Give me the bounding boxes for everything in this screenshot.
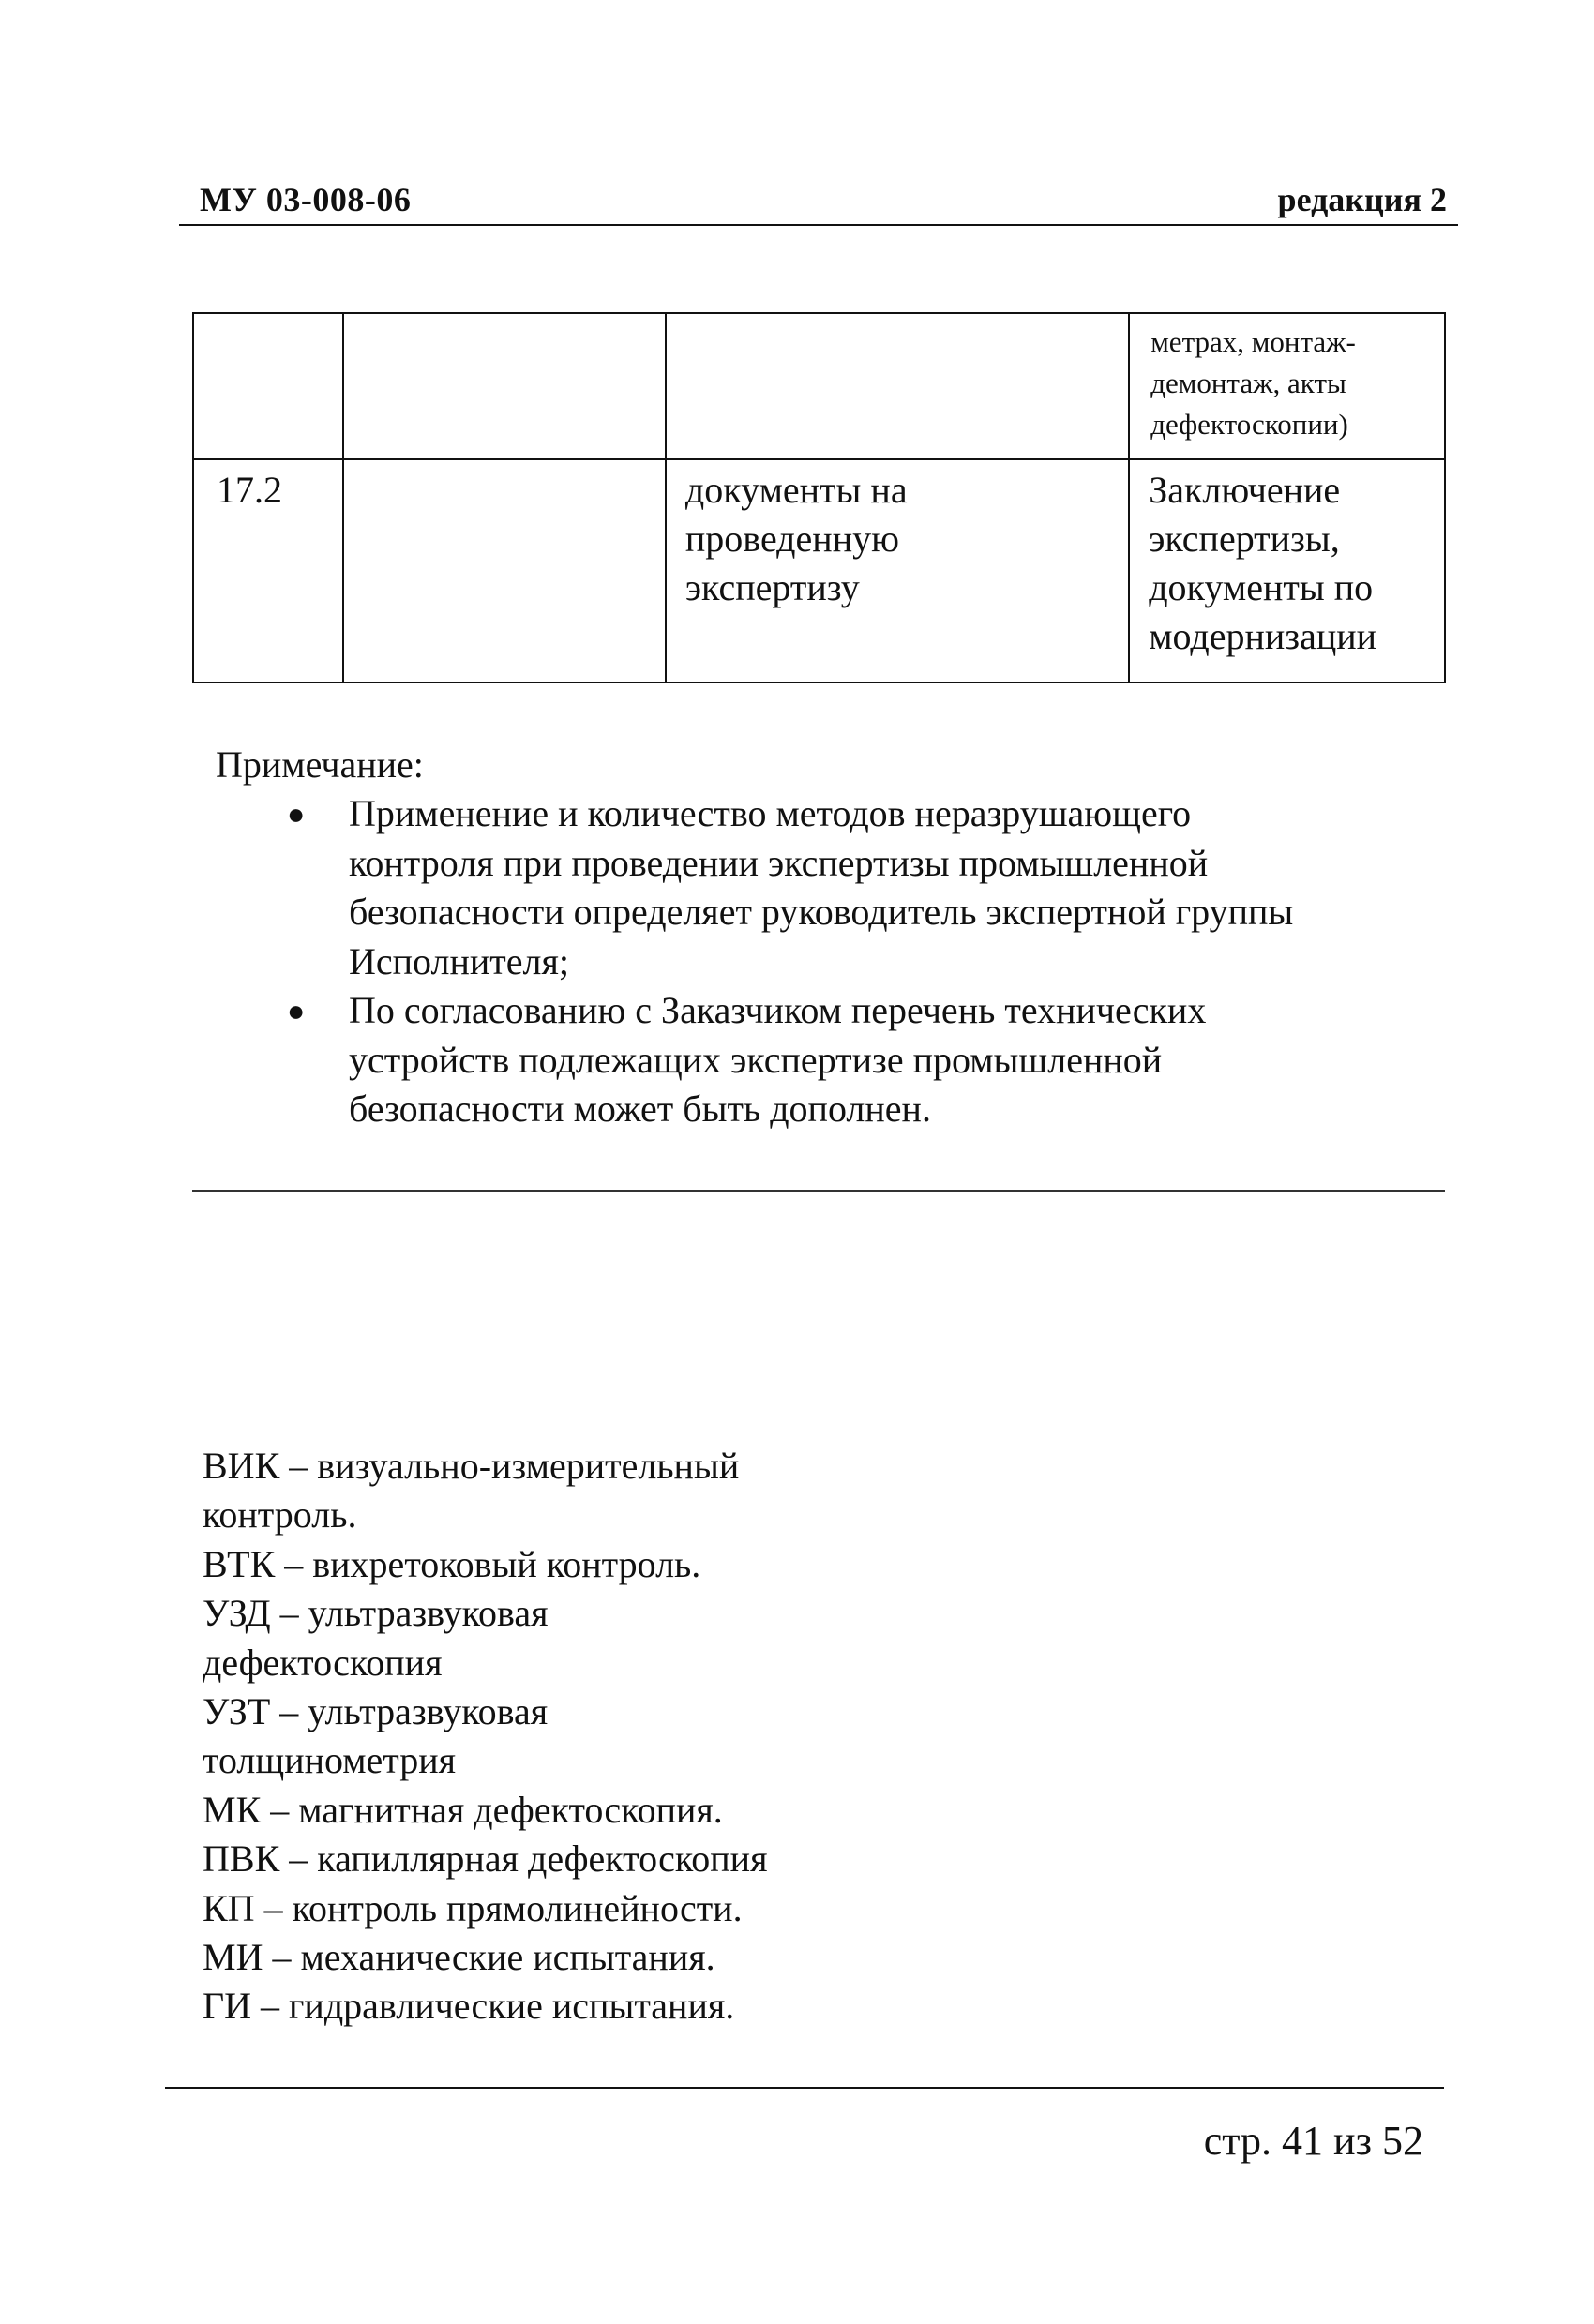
- abbreviation-line: КП – контроль прямолинейности.: [203, 1886, 743, 1929]
- note-item-text: По согласованию с Заказчиком перечень технических устройств подлежащих экспертизе промышленной безопасности может быть дополнен.: [349, 989, 1207, 1130]
- abbreviation-line: ВИК – визуально-измерительный: [203, 1445, 740, 1487]
- abbreviation-line: УЗТ – ультразвуковая: [203, 1690, 549, 1733]
- document-code: МУ 03-008-06: [200, 181, 412, 218]
- note-section: [216, 741, 1463, 1134]
- divider: [192, 1190, 1445, 1192]
- abbreviations-list: [203, 1442, 953, 2032]
- bullet-icon: ●: [287, 994, 306, 1027]
- table-cell: документы на проведенную экспертизу: [666, 459, 1129, 682]
- table-cell: Заключение экспертизы, документы по модернизации: [1129, 459, 1445, 682]
- abbreviation-line: ПВК – капиллярная дефектоскопия: [203, 1837, 768, 1881]
- note-title: Примечание:: [216, 743, 424, 786]
- table-cell: метрах, монтаж- демонтаж, акты дефектоскопии): [1129, 313, 1445, 459]
- table-row: [193, 313, 1445, 459]
- abbreviation-line: УЗД – ультразвуковая: [203, 1592, 549, 1635]
- abbreviation-line: толщинометрия: [203, 1739, 457, 1782]
- page-number: стр. 41 из 52: [1203, 2118, 1423, 2164]
- table-cell-num: 17.2: [193, 459, 343, 682]
- abbreviation-line: ГИ – гидравлические испытания.: [203, 1985, 735, 2028]
- note-list: [216, 789, 1463, 1134]
- methods-table: [192, 312, 1446, 683]
- abbreviation-line: контроль.: [203, 1493, 357, 1537]
- edition-label: редакция 2: [1277, 181, 1447, 218]
- bullet-icon: ●: [287, 797, 306, 831]
- table-row: [193, 459, 1445, 682]
- table-cell: [343, 459, 666, 682]
- abbreviation-line: МК – магнитная дефектоскопия.: [203, 1788, 723, 1831]
- abbreviation-line: ВТК – вихретоковый контроль.: [203, 1542, 701, 1585]
- list-item: [216, 986, 1463, 1134]
- table-cell: [666, 313, 1129, 459]
- footer-divider: [165, 2087, 1444, 2089]
- abbreviation-line: дефектоскопия: [203, 1641, 443, 1684]
- abbreviation-line: МИ – механические испытания.: [203, 1936, 715, 1979]
- table-cell: [343, 313, 666, 459]
- table-cell-num: [193, 313, 343, 459]
- page-header: [179, 181, 1458, 226]
- note-item-text: Применение и количество методов неразрушающего контроля при проведении экспертизы промышленной безопасности определяет руководитель экспертной группы Исполнителя;: [349, 792, 1294, 982]
- list-item: [216, 789, 1463, 986]
